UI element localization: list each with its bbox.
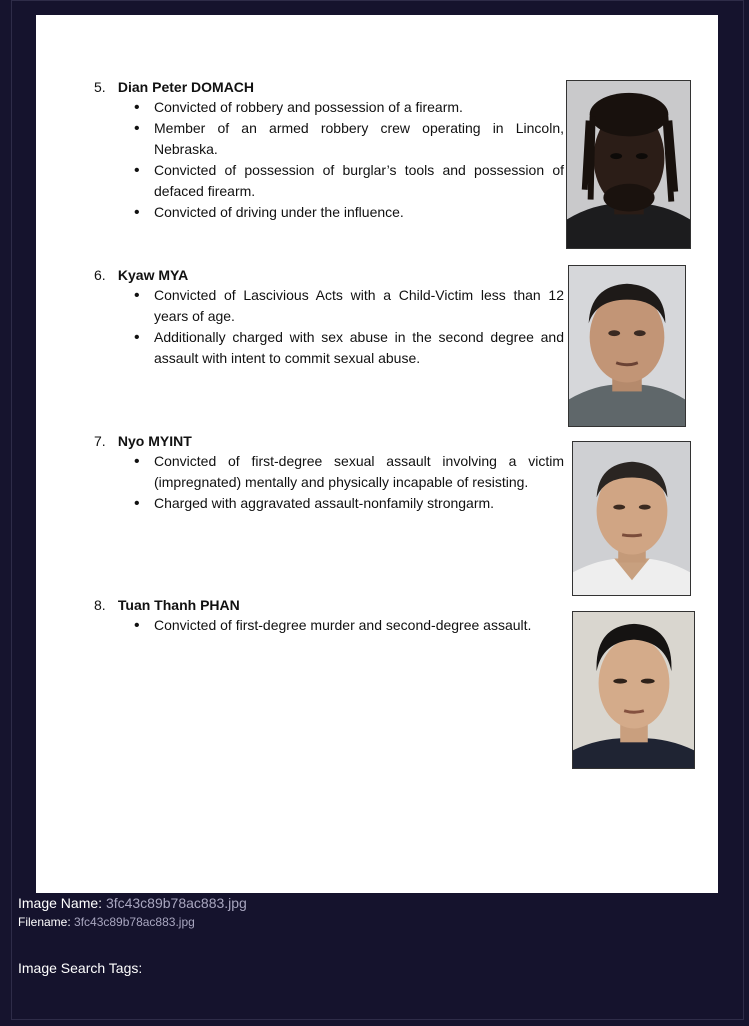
entry-heading: [94, 431, 564, 451]
bullet-list: [94, 451, 564, 514]
mugshot-photo: [566, 80, 691, 249]
entry-name: Nyo MYINT: [117, 433, 192, 449]
filename-value: 3fc43c89b78ac883.jpg: [74, 915, 195, 929]
entry-domach: [94, 77, 564, 223]
bullet-list: [94, 285, 564, 369]
entry-name: Kyaw MYA: [117, 267, 189, 283]
image-search-tags-label: Image Search Tags:: [18, 960, 143, 976]
bullet-item: • Convicted of first-degree sexual assault involving a victim (impregnated) mentally and physically incapable of resisting.: [94, 451, 564, 493]
mugshot-photo: [572, 611, 695, 769]
image-name-value: 3fc43c89b78ac883.jpg: [105, 895, 247, 911]
entry-myint: [94, 431, 564, 514]
image-name-row: [18, 893, 247, 913]
bullet-item: • Convicted of Lascivious Acts with a Child-Victim less than 12 years of age.: [94, 285, 564, 327]
entry-heading: [94, 595, 564, 615]
bullet-item: • Convicted of driving under the influence.: [94, 202, 564, 223]
entry-number: 6.: [94, 267, 106, 283]
bullet-item: • Additionally charged with sex abuse in the second degree and assault with intent to commit sexual abuse.: [94, 327, 564, 369]
image-name-label: Image Name:: [18, 895, 103, 911]
entry-number: 5.: [94, 79, 106, 95]
entry-heading: [94, 77, 564, 97]
bullet-list: [94, 615, 564, 636]
mugshot-photo: [572, 441, 691, 596]
bullet-item: • Member of an armed robbery crew operating in Lincoln, Nebraska.: [94, 118, 564, 160]
bullet-item: • Charged with aggravated assault-nonfamily strongarm.: [94, 493, 564, 514]
filename-label: Filename:: [18, 915, 71, 929]
bullet-item: • Convicted of first-degree murder and second-degree assault.: [94, 615, 564, 636]
bullet-item: • Convicted of robbery and possession of a firearm.: [94, 97, 564, 118]
image-metadata: [18, 893, 247, 931]
bullet-item: • Convicted of possession of burglar’s tools and possession of defaced firearm.: [94, 160, 564, 202]
filename-row: [18, 913, 247, 931]
entry-number: 7.: [94, 433, 106, 449]
entry-mya: [94, 265, 564, 369]
entry-name: Tuan Thanh PHAN: [117, 597, 240, 613]
entry-name: Dian Peter DOMACH: [117, 79, 255, 95]
document-page: [36, 15, 718, 893]
entry-phan: [94, 595, 564, 636]
entry-number: 8.: [94, 597, 106, 613]
mugshot-photo: [568, 265, 686, 427]
entry-heading: [94, 265, 564, 285]
bullet-list: [94, 97, 564, 223]
